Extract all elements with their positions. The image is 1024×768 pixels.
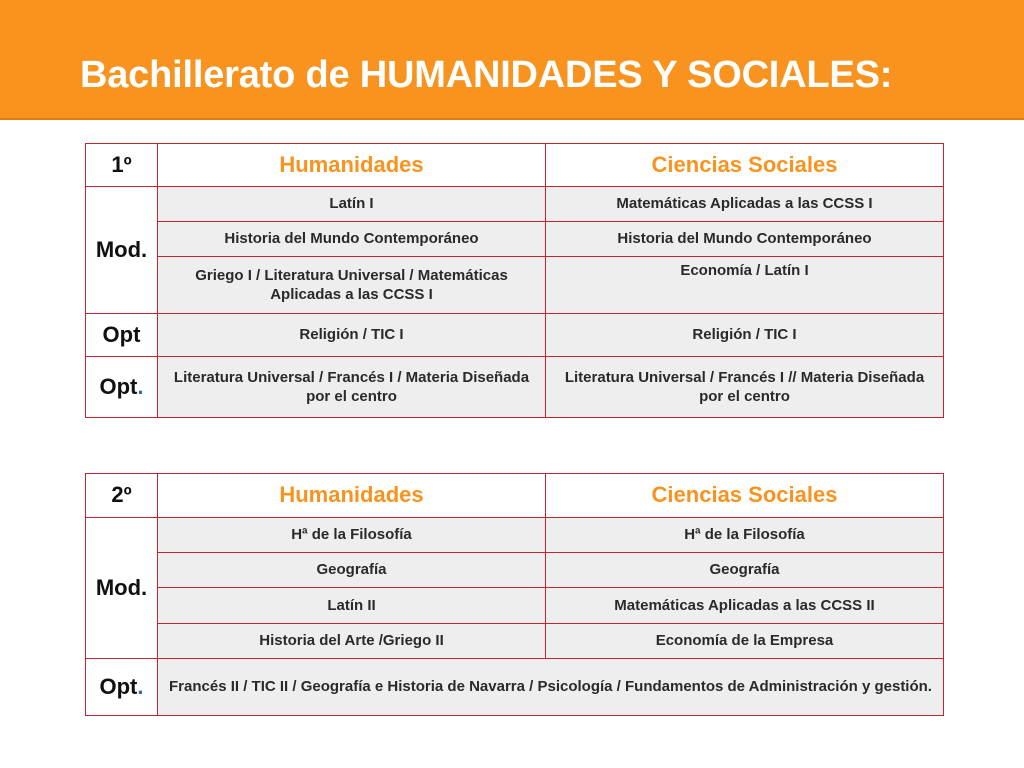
row-label-dot: .	[137, 673, 144, 699]
table-row	[86, 187, 944, 222]
cell-ciencias-sociales: Religión / TIC I	[546, 314, 944, 357]
cell-humanidades: Historia del Arte /Griego II	[158, 624, 546, 659]
cell-humanidades: Religión / TIC I	[158, 314, 546, 357]
row-label-text: Opt	[99, 373, 138, 399]
column-header-humanidades: Humanidades	[158, 474, 546, 518]
table-row	[86, 314, 944, 357]
row-label-opt	[86, 357, 158, 418]
table-row	[86, 518, 944, 553]
cell-optional-subjects: Francés II / TIC II / Geografía e Historia de Navarra / Psicología / Fundamentos de Administración y gestión.	[158, 659, 944, 716]
cell-humanidades: Historia del Mundo Contemporáneo	[158, 222, 546, 257]
table-row	[86, 624, 944, 659]
table-second-course	[85, 473, 944, 716]
cell-ciencias-sociales: Literatura Universal / Francés I // Materia Diseñada por el centro	[546, 357, 944, 418]
course-label: 2º	[86, 474, 158, 518]
cell-ciencias-sociales: Historia del Mundo Contemporáneo	[546, 222, 944, 257]
table-row	[86, 222, 944, 257]
page-title: Bachillerato de HUMANIDADES Y SOCIALES:	[80, 54, 893, 96]
cell-humanidades: Hª de la Filosofía	[158, 518, 546, 553]
table-header-row	[86, 144, 944, 187]
row-label-opt: Opt	[86, 314, 158, 357]
column-header-ciencias-sociales: Ciencias Sociales	[546, 144, 944, 187]
cell-ciencias-sociales: Hª de la Filosofía	[546, 518, 944, 553]
cell-humanidades: Latín II	[158, 588, 546, 624]
cell-humanidades: Griego I / Literatura Universal / Matemáticas Aplicadas a las CCSS I	[158, 257, 546, 314]
cell-humanidades: Latín I	[158, 187, 546, 222]
cell-humanidades: Geografía	[158, 553, 546, 588]
cell-ciencias-sociales: Economía / Latín I	[546, 257, 944, 314]
row-label-text: Opt	[99, 673, 138, 699]
cell-humanidades: Literatura Universal / Francés I / Materia Diseñada por el centro	[158, 357, 546, 418]
cell-ciencias-sociales: Matemáticas Aplicadas a las CCSS II	[546, 588, 944, 624]
table-row	[86, 257, 944, 314]
cell-ciencias-sociales: Geografía	[546, 553, 944, 588]
table-row	[86, 588, 944, 624]
cell-ciencias-sociales: Economía de la Empresa	[546, 624, 944, 659]
column-header-humanidades: Humanidades	[158, 144, 546, 187]
table-row	[86, 659, 944, 716]
row-label-dot: .	[137, 373, 144, 399]
row-label-opt	[86, 659, 158, 716]
table-header-row	[86, 474, 944, 518]
row-label-mod: Mod.	[86, 187, 158, 314]
table-row	[86, 553, 944, 588]
course-label: 1º	[86, 144, 158, 187]
title-banner	[0, 0, 1024, 120]
row-label-mod: Mod.	[86, 518, 158, 659]
cell-ciencias-sociales: Matemáticas Aplicadas a las CCSS I	[546, 187, 944, 222]
column-header-ciencias-sociales: Ciencias Sociales	[546, 474, 944, 518]
table-first-course	[85, 143, 944, 418]
table-row	[86, 357, 944, 418]
